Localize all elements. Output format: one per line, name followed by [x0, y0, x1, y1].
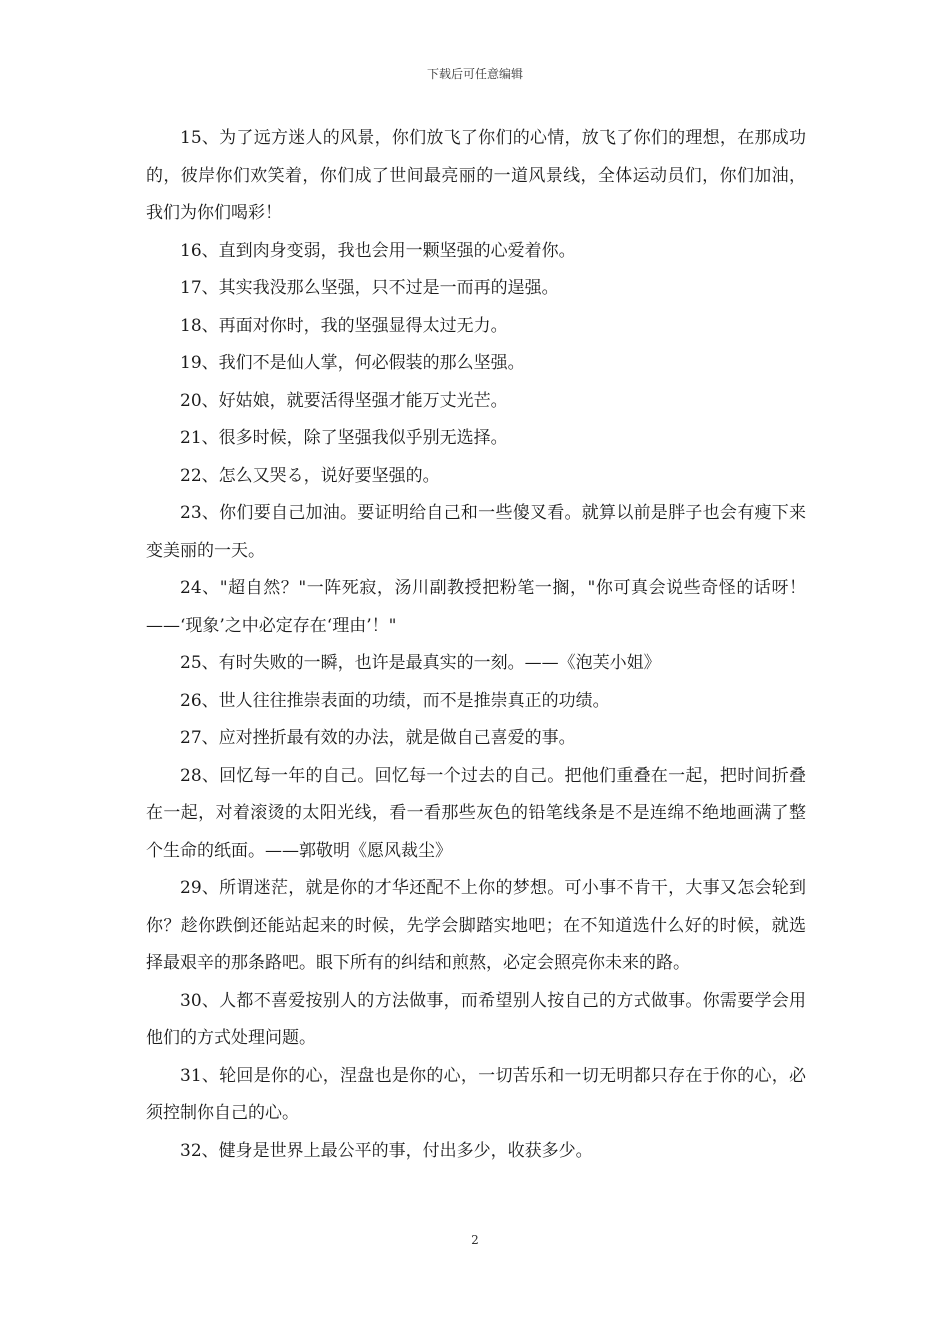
- paragraph: 27、应对挫折最有效的办法，就是做自己喜爱的事。: [180, 728, 576, 748]
- paragraph: 18、再面对你时，我的坚强显得太过无力。: [180, 315, 508, 336]
- page-number: 2: [471, 1233, 479, 1247]
- paragraph: 31、轮回是你的心，涅盘也是你的心，一切苦乐和一切无明都只存在于你的心，必须控制你自己的心。: [146, 1065, 806, 1123]
- document-body: [146, 120, 806, 1170]
- page-header: 下载后可任意编辑: [426, 67, 523, 81]
- paragraph: 21、很多时候，除了坚强我似乎别无选择。: [180, 428, 508, 448]
- paragraph: 25、有时失败的一瞬，也许是最真实的一刻。——《泡芙小姐》: [180, 653, 661, 673]
- paragraph: 22、怎么又哭る，说好要坚强的。: [180, 465, 440, 486]
- paragraph: 32、健身是世界上最公平的事，付出多少，收获多少。: [180, 1140, 593, 1161]
- paragraph: 24、"超自然？"一阵死寂，汤川副教授把粉笔一搁，"你可真会说些奇怪的话呀！——‘现象’之中必定存在‘理由’！": [146, 578, 806, 636]
- paragraph: 28、回忆每一年的自己。回忆每一个过去的自己。把他们重叠在一起，把时间折叠在一起，对着滚烫的太阳光线，看一看那些灰色的铅笔线条是不是连绵不绝地画满了整个生命的纸面。——郭敬明《愿风裁尘》: [146, 765, 806, 861]
- paragraph: 20、好姑娘，就要活得坚强才能万丈光芒。: [180, 390, 508, 411]
- paragraph: 29、所谓迷茫，就是你的才华还配不上你的梦想。可小事不肯干，大事又怎会轮到你？趁你跌倒还能站起来的时候，先学会脚踏实地吧；在不知道选什么好的时候，就选择最艰辛的那条路吧。眼下所有的纠结和煎熬，必定会照亮你未来的路。: [146, 878, 806, 973]
- paragraph: 15、为了远方迷人的风景，你们放飞了你们的心情，放飞了你们的理想，在那成功的，彼岸你们欢笑着，你们成了世间最亮丽的一道风景线，全体运动员们，你们加油，我们为你们喝彩！: [146, 128, 806, 223]
- paragraph: 23、你们要自己加油。要证明给自己和一些傻叉看。就算以前是胖子也会有瘦下来变美丽的一天。: [146, 503, 806, 561]
- paragraph: 19、我们不是仙人掌，何必假装的那么坚强。: [180, 353, 525, 373]
- paragraph: 26、世人往往推崇表面的功绩，而不是推崇真正的功绩。: [180, 690, 610, 711]
- paragraph: 17、其实我没那么坚强，只不过是一而再的逞强。: [180, 278, 559, 298]
- paragraph: 30、人都不喜爱按别人的方法做事，而希望别人按自己的方式做事。你需要学会用他们的方式处理问题。: [146, 990, 806, 1048]
- paragraph: 16、直到肉身变弱，我也会用一颗坚强的心爱着你。: [180, 240, 576, 261]
